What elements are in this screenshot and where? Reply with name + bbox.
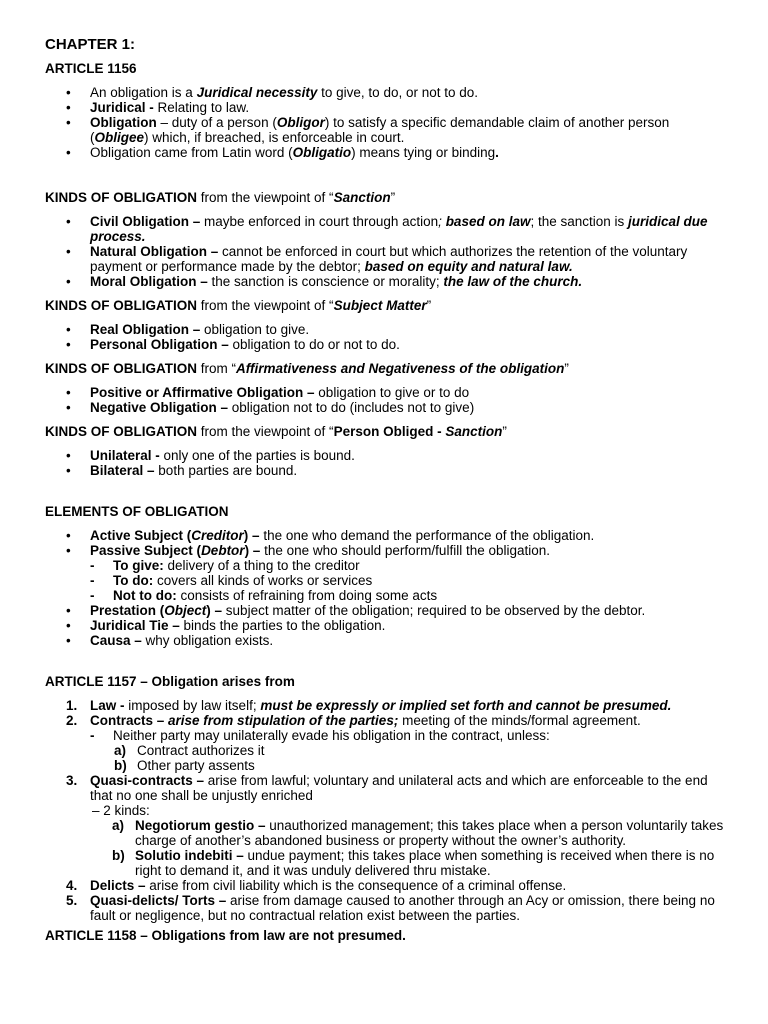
list-item: • Prestation (Object) – subject matter of the obligation; required to be observed by the debtor. (90, 603, 728, 618)
contracts-sublist (90, 728, 728, 773)
list-item: b) Solutio indebiti – undue payment; this takes place when something is received when there is no right to demand it, and it was unduly delivered thru mistake. (112, 848, 715, 878)
kinds-sanction-list (45, 214, 728, 289)
quasi-contracts-kinds-note: – 2 kinds: (92, 803, 150, 818)
list-item: • Passive Subject (Debtor) – the one who should perform/fulfill the obligation. - To give: delivery of a thing to the creditor - To do: covers all kinds of works or services - Not to do: consists of refraining from doing some acts (90, 543, 728, 603)
list-item: • Obligation came from Latin word (Obligatio) means tying or binding. (90, 145, 728, 160)
list-item: - Neither party may unilaterally evade his obligation in the contract, unless: a) Contract authorizes it b) Other party assents (90, 728, 728, 773)
contracts-exceptions (113, 743, 728, 773)
list-item: • Negative Obligation – obligation not to do (includes not to give) (90, 400, 728, 415)
chapter-heading: CHAPTER 1: (45, 36, 136, 53)
list-item: - To do: covers all kinds of works or services (90, 573, 728, 588)
article-1157-list (45, 698, 728, 923)
list-item: • An obligation is a Juridical necessity to give, to do, or not to do. (90, 85, 728, 100)
list-item: • Juridical - Relating to law. (90, 100, 728, 115)
list-item: • Real Obligation – obligation to give. (90, 322, 728, 337)
list-item: 2. Contracts – arise from stipulation of the parties; meeting of the minds/formal agreement. - Neither party may unilaterally evade his obligation in the contract, unless: a) Contract authorizes it b) Other party assents (90, 713, 728, 773)
list-item: • Personal Obligation – obligation to do or not to do. (90, 337, 728, 352)
list-item: • Juridical Tie – binds the parties to the obligation. (90, 618, 728, 633)
kinds-person-obliged-heading: KINDS OF OBLIGATION from the viewpoint of “Person Obliged - Sanction” (45, 424, 507, 439)
list-item: a) Contract authorizes it (114, 743, 265, 758)
elements-list (45, 528, 728, 648)
list-item: - To give: delivery of a thing to the creditor (90, 558, 728, 573)
list-item: 4. Delicts – arise from civil liability which is the consequence of a criminal offense. (66, 878, 567, 893)
kinds-affirmativeness-heading: KINDS OF OBLIGATION from “Affirmativeness and Negativeness of the obligation” (45, 361, 569, 376)
kinds-subject-matter-heading: KINDS OF OBLIGATION from the viewpoint of “Subject Matter” (45, 298, 432, 313)
list-item: • Natural Obligation – cannot be enforced in court but which authorizes the retention of the voluntary payment or performance made by the debtor; based on equity and natural law. (90, 244, 728, 274)
list-item: 1. Law - imposed by law itself; must be expressly or implied set forth and cannot be presumed. (66, 698, 672, 713)
list-item: a) Negotiorum gestio – unauthorized management; this takes place when a person voluntarily takes charge of another’s abandoned business or property without the owner’s authority. (112, 818, 724, 848)
elements-heading: ELEMENTS OF OBLIGATION (45, 504, 229, 519)
article-1157-heading: ARTICLE 1157 – Obligation arises from (45, 674, 295, 689)
kinds-subject-matter-list (45, 322, 728, 352)
list-item: • Unilateral - only one of the parties is bound. (90, 448, 728, 463)
list-item: • Moral Obligation – the sanction is conscience or morality; the law of the church. (90, 274, 728, 289)
article-1156-list (45, 85, 728, 160)
list-item: 5. Quasi-delicts/ Torts – arise from damage caused to another through an Acy or omission, there being no fault or negligence, but no contractual relation exist between the parties. (66, 893, 715, 923)
list-item: • Bilateral – both parties are bound. (90, 463, 728, 478)
kinds-person-obliged-list (45, 448, 728, 478)
kinds-sanction-heading: KINDS OF OBLIGATION from the viewpoint of “Sanction” (45, 190, 396, 205)
list-item: - Not to do: consists of refraining from doing some acts (90, 588, 728, 603)
article-1156-heading: ARTICLE 1156 (45, 61, 137, 76)
article-1158-heading: ARTICLE 1158 – Obligations from law are not presumed. (45, 928, 406, 943)
passive-subject-sublist (90, 558, 728, 603)
list-item: • Positive or Affirmative Obligation – obligation to give or to do (90, 385, 728, 400)
kinds-affirmativeness-list (45, 385, 728, 415)
quasi-contracts-kinds (90, 818, 728, 878)
list-item: • Obligation – duty of a person (Obligor) to satisfy a specific demandable claim of another person (Obligee) which, if breached, is enforceable in court. (90, 115, 728, 145)
list-item: • Causa – why obligation exists. (90, 633, 728, 648)
list-item: • Civil Obligation – maybe enforced in court through action; based on law; the sanction is juridical due process. (90, 214, 728, 244)
list-item: 3. Quasi-contracts – arise from lawful; voluntary and unilateral acts and which are enforceable to the end that no one shall be unjustly enriched – 2 kinds: a) Negotiorum gestio – unauthorized management; this takes place when a person voluntarily takes charge of another’s abandoned business or property without the owner’s authority. b) Solutio indebiti – undue payment; this takes place when something is received when there is no right to demand it, and it was unduly delivered thru mistake. (90, 773, 728, 878)
list-item: b) Other party assents (114, 758, 255, 773)
list-item: • Active Subject (Creditor) – the one who demand the performance of the obligation. (90, 528, 728, 543)
